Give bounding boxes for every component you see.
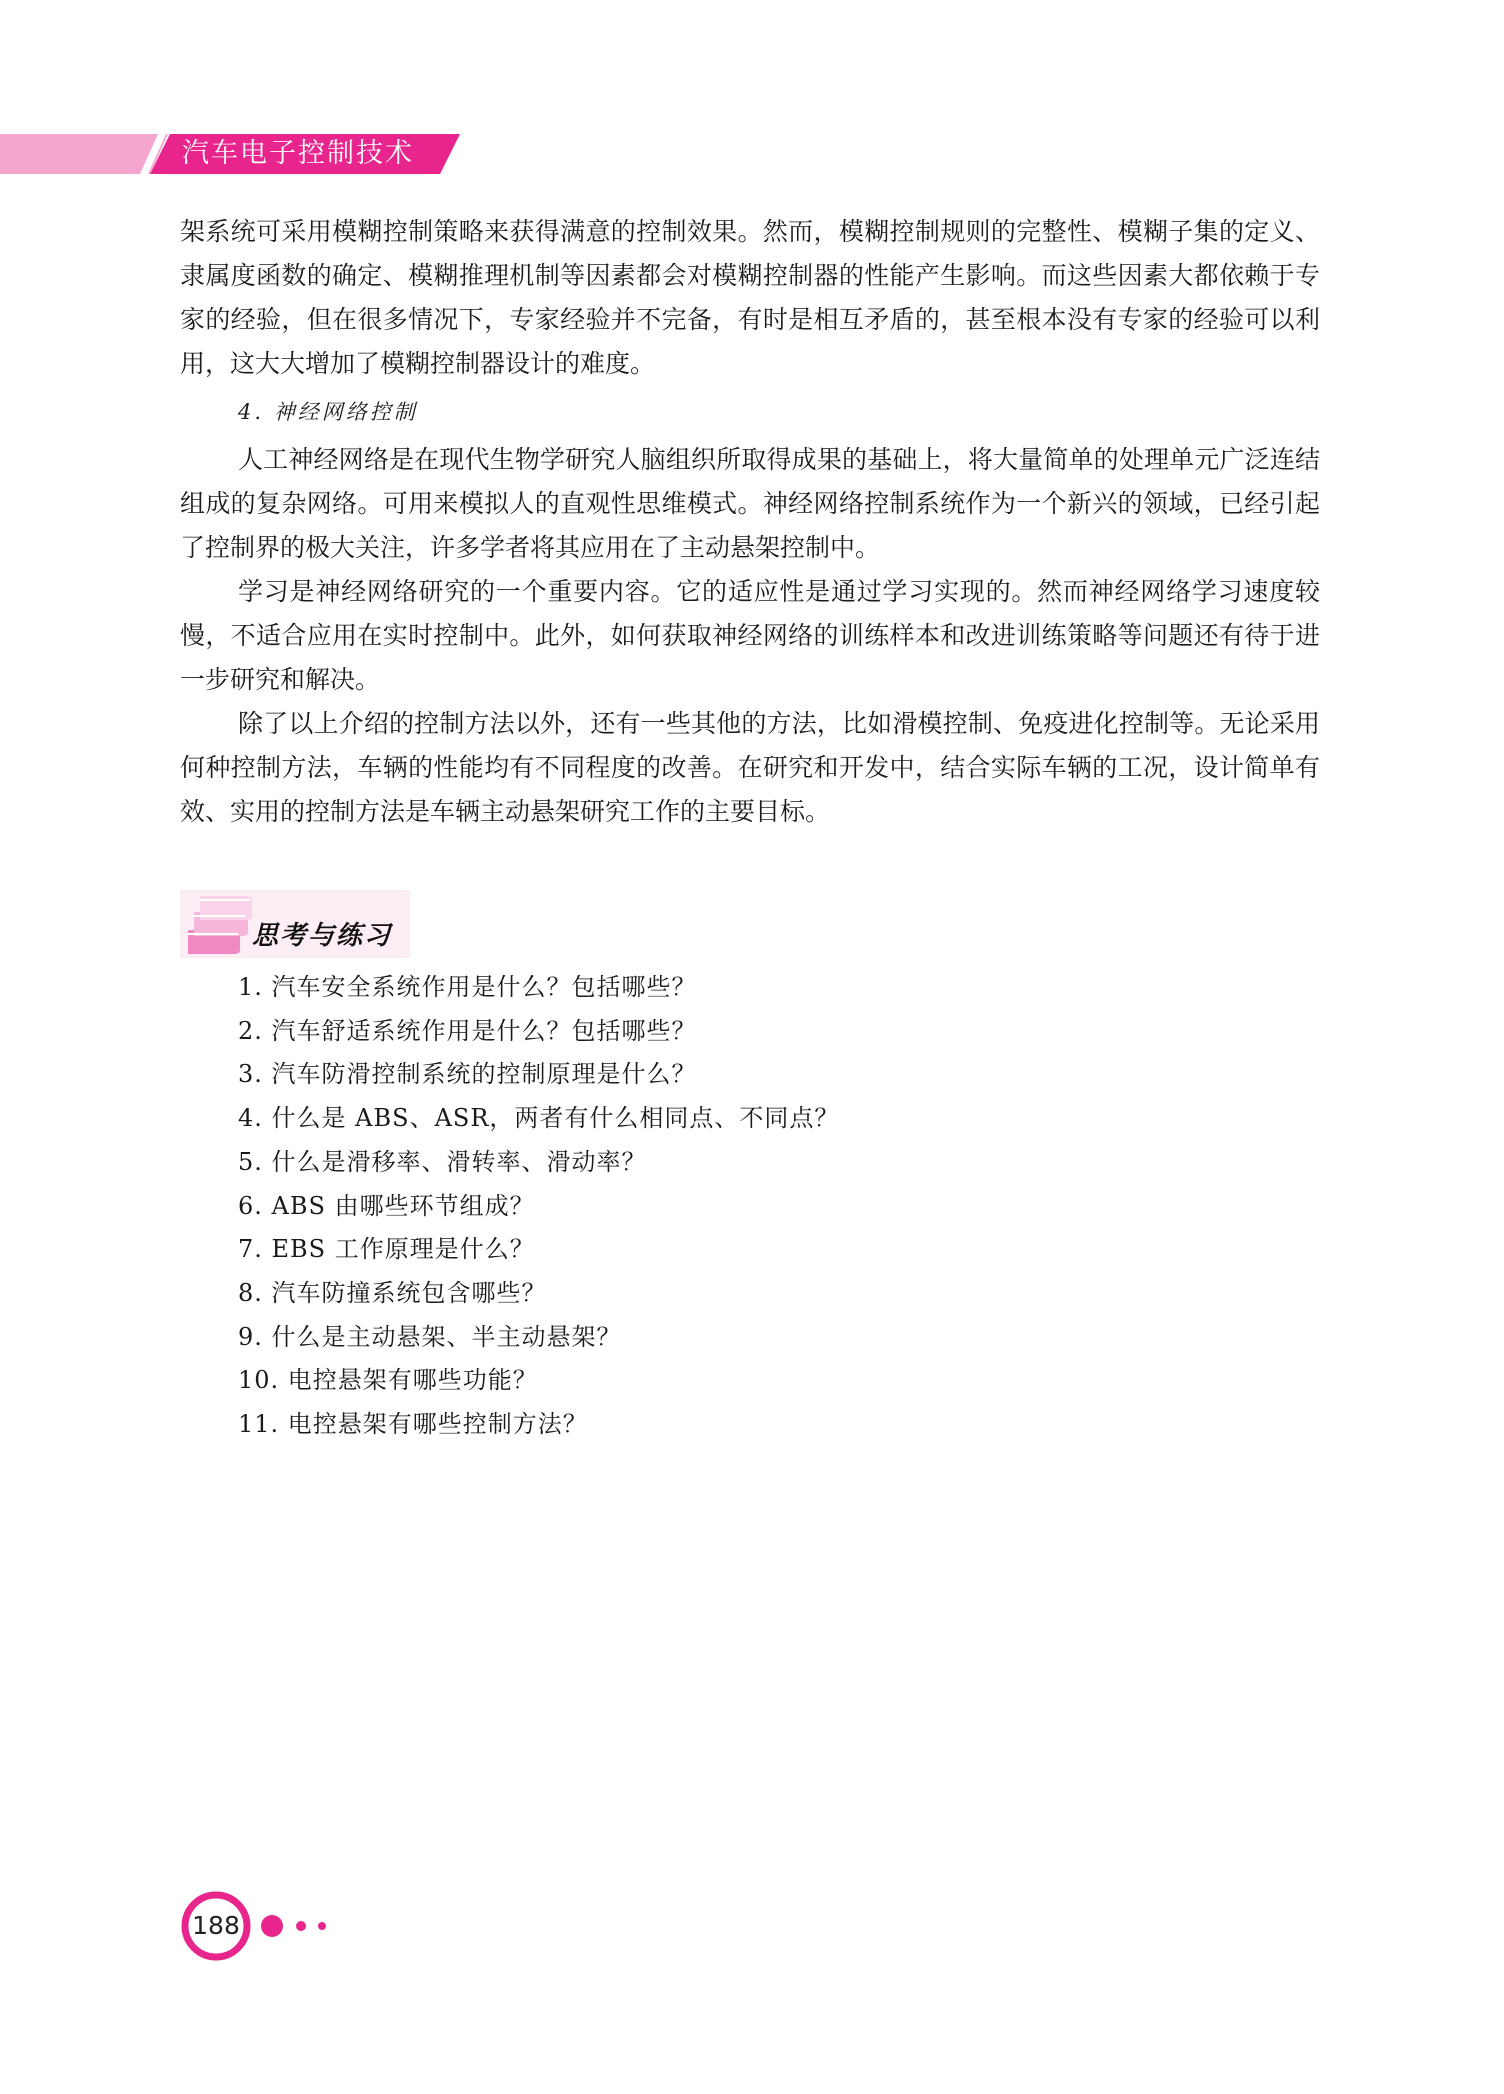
exercise-item: 8. 汽车防撞系统包含哪些？ bbox=[238, 1278, 547, 1307]
exercise-item: 1. 汽车安全系统作用是什么？包括哪些？ bbox=[238, 973, 697, 1001]
page-number: 188 bbox=[192, 1911, 240, 1940]
exercise-item: 11. 电控悬架有哪些控制方法？ bbox=[238, 1410, 588, 1439]
paragraph-neural-network-learning: 学习是神经网络研究的一个重要内容。它的适应性是通过学习实现的。然而神经网络学习速度较慢，不适合应用在实时控制中。此外，如何获取神经网络的训练样本和改进训练策略等问题还有待于进一步研究和解决。 bbox=[180, 577, 1320, 694]
exercise-item: 9. 什么是主动悬架、半主动悬架？ bbox=[238, 1322, 622, 1351]
exercise-item: 10. 电控悬架有哪些功能？ bbox=[238, 1366, 538, 1395]
exercise-section-title: 思考与练习 bbox=[252, 921, 393, 951]
paragraph-other-methods: 除了以上介绍的控制方法以外，还有一些其他的方法，比如滑模控制、免疫进化控制等。无论采用何种控制方法，车辆的性能均有不同程度的改善。在研究和开发中，结合实际车辆的工况，设计简单有效、实用的控制方法是车辆主动悬架研究工作的主要目标。 bbox=[180, 709, 1320, 826]
decorative-dots-icon bbox=[258, 1908, 338, 1944]
exercise-item: 2. 汽车舒适系统作用是什么？包括哪些？ bbox=[238, 1016, 697, 1045]
exercise-item: 4. 什么是 ABS、ASR，两者有什么相同点、不同点？ bbox=[238, 1104, 840, 1133]
exercise-item: 3. 汽车防滑控制系统的控制原理是什么？ bbox=[238, 1060, 697, 1089]
book-title: 汽车电子控制技术 bbox=[182, 138, 414, 169]
exercise-list bbox=[238, 966, 839, 1447]
paragraph-neural-network-intro: 人工神经网络是在现代生物学研究人脑组织所取得成果的基础上，将大量简单的处理单元广泛连结组成的复杂网络。可用来模拟人的直观性思维模式。神经网络控制系统作为一个新兴的领域，已经引起了控制界的极大关注，许多学者将其应用在了主动悬架控制中。 bbox=[180, 445, 1320, 562]
paragraph-fuzzy-control: 架系统可采用模糊控制策略来获得满意的控制效果。然而，模糊控制规则的完整性、模糊子集的定义、隶属度函数的确定、模糊推理机制等因素都会对模糊控制器的性能产生影响。而这些因素大都依赖于专家的经验，但在很多情况下，专家经验并不完备，有时是相互矛盾的，甚至根本没有专家的经验可以利用，这大大增加了模糊控制器设计的难度。 bbox=[180, 217, 1320, 378]
exercise-item: 5. 什么是滑移率、滑转率、滑动率？ bbox=[238, 1147, 647, 1176]
main-content bbox=[180, 210, 1320, 834]
section-heading-neural-network: 4. 神经网络控制 bbox=[238, 400, 418, 424]
exercise-item: 6. ABS 由哪些环节组成？ bbox=[238, 1191, 535, 1220]
exercise-item: 7. EBS 工作原理是什么？ bbox=[238, 1235, 535, 1264]
